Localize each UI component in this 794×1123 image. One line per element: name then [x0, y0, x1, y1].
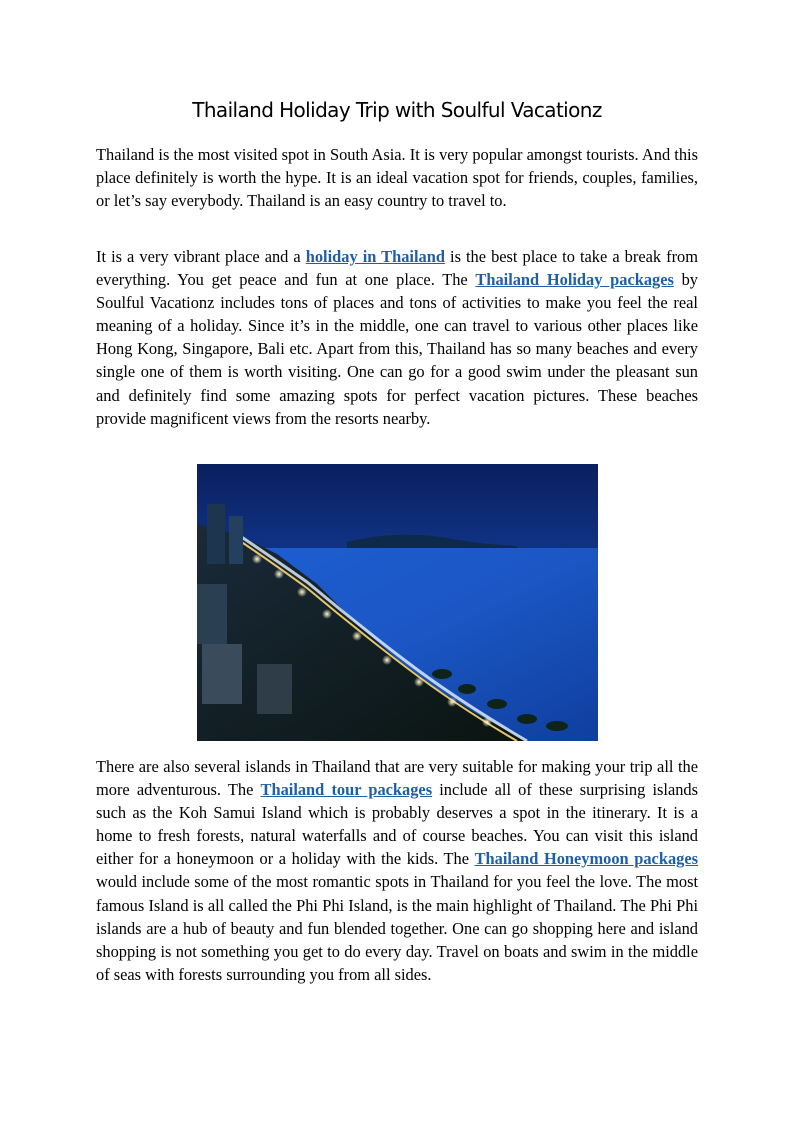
holiday-in-thailand-link[interactable]: holiday in Thailand	[305, 247, 445, 266]
paragraph-text: It is a very vibrant place and a	[96, 247, 306, 266]
paragraph-islands	[96, 755, 698, 986]
pattaya-bay-photo	[197, 464, 598, 741]
paragraph-text: is the best place to take a break from everything. You get peace and fun at one place. The	[96, 247, 698, 290]
paragraph-vibrant-place	[96, 245, 698, 430]
paragraph-text: would include some of the most romantic spots in Thailand for you feel the love. The most famous Island is all called the Phi Phi Island, is the main highlight of Thailand. The Phi Phi islands are a hub of beauty and fun blended together. One can go shopping here and island shopping is not something you get to do every day. Travel on boats and swim in the middle of seas with forests surrounding you from all sides.	[96, 872, 698, 984]
page-title: Thailand Holiday Trip with Soulful Vacationz	[192, 98, 602, 122]
paragraph-intro: Thailand is the most visited spot in South Asia. It is very popular amongst tourists. And this place definitely is worth the hype. It is an ideal vacation spot for friends, couples, families, or let’s say everybody. Thailand is an easy country to travel to.	[96, 145, 698, 211]
thailand-honeymoon-packages-link[interactable]: Thailand Honeymoon packages	[474, 849, 698, 869]
paragraph-text: include all of these surprising islands such as the Koh Samui Island which is probably deserves a spot in the itinerary. It is a home to fresh forests, natural waterfalls and of course beaches. You can visit this island either for a honeymoon or a holiday with the kids. The	[96, 780, 698, 869]
thailand-holiday-packages-link[interactable]: Thailand Holiday packages	[475, 270, 674, 290]
thailand-tour-packages-link[interactable]: Thailand tour packages	[260, 780, 433, 800]
paragraph-text: by Soulful Vacationz includes tons of places and tons of activities to make you feel the real meaning of a holiday. Since it’s in the middle, one can travel to various other places like Hong Kong, Singapore, Bali etc. Apart from this, Thailand has so many beaches and every single one of them is worth visiting. One can go for a good swim under the pleasant sun and definitely find some amazing spots for perfect vacation pictures. These beaches provide magnificent views from the resorts nearby.	[96, 270, 698, 428]
paragraph-text: There are also several islands in Thailand that are very suitable for making your trip all the more adventurous. The	[96, 757, 698, 800]
